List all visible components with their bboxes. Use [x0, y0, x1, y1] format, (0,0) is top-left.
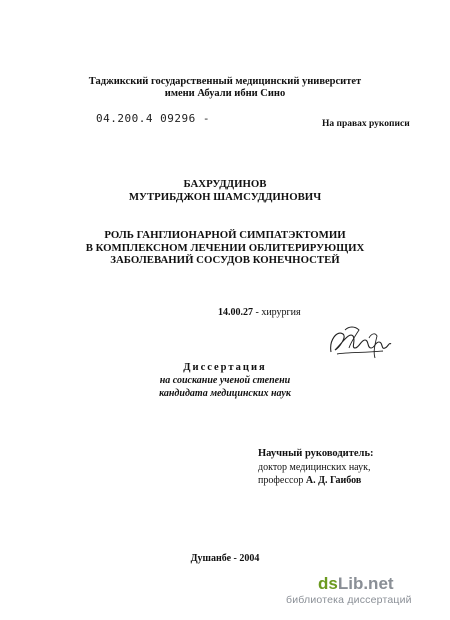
title-line-1: РОЛЬ ГАНГЛИОНАРНОЙ СИМПАТЭКТОМИИ [104, 229, 346, 241]
watermark-logo-ds: ds [318, 574, 338, 593]
supervisor-degree: доктор медицинских наук, [258, 462, 371, 473]
title-line-3: ЗАБОЛЕВАНИЙ СОСУДОВ КОНЕЧНОСТЕЙ [110, 254, 340, 266]
supervisor-name: А. Д. Гаибов [305, 475, 362, 486]
degree-line-2: кандидата медицинских наук [159, 387, 291, 399]
watermark-subtitle: библиотека диссертаций [286, 594, 412, 606]
registration-number-stamp: 04.200.4 09296 - [96, 112, 210, 125]
author-block [0, 178, 450, 203]
watermark-logo [318, 574, 394, 594]
specialty-code [218, 307, 301, 318]
degree-description [0, 375, 450, 400]
supervisor-heading: Научный руководитель: [258, 448, 374, 459]
institution-line-1: Таджикский государственный медицинский университет [88, 76, 362, 87]
specialty-number: 14.00.27 [218, 307, 253, 318]
manuscript-rights-label: На правах рукописи [322, 119, 410, 129]
specialty-name: - хирургия [253, 307, 301, 318]
city-year: Душанбе - 2004 [190, 553, 260, 564]
watermark-logo-lib: Lib.net [337, 574, 394, 593]
dissertation-title [0, 229, 450, 267]
institution-line-2: имени Абуали ибни Сино [164, 88, 286, 99]
author-surname: БАХРУДДИНОВ [183, 178, 267, 190]
supervisor-title: профессор [258, 475, 306, 486]
author-name: МУТРИБДЖОН ШАМСУДДИНОВИЧ [128, 190, 322, 203]
title-line-2: В КОМПЛЕКСНОМ ЛЕЧЕНИИ ОБЛИТЕРИРУЮЩИХ [85, 241, 365, 254]
handwritten-signature [325, 318, 395, 368]
supervisor-title-name [258, 475, 361, 486]
dissertation-heading: Диссертация [183, 362, 267, 373]
degree-line-1: на соискание ученой степени [159, 375, 291, 386]
institution-name [0, 76, 450, 100]
